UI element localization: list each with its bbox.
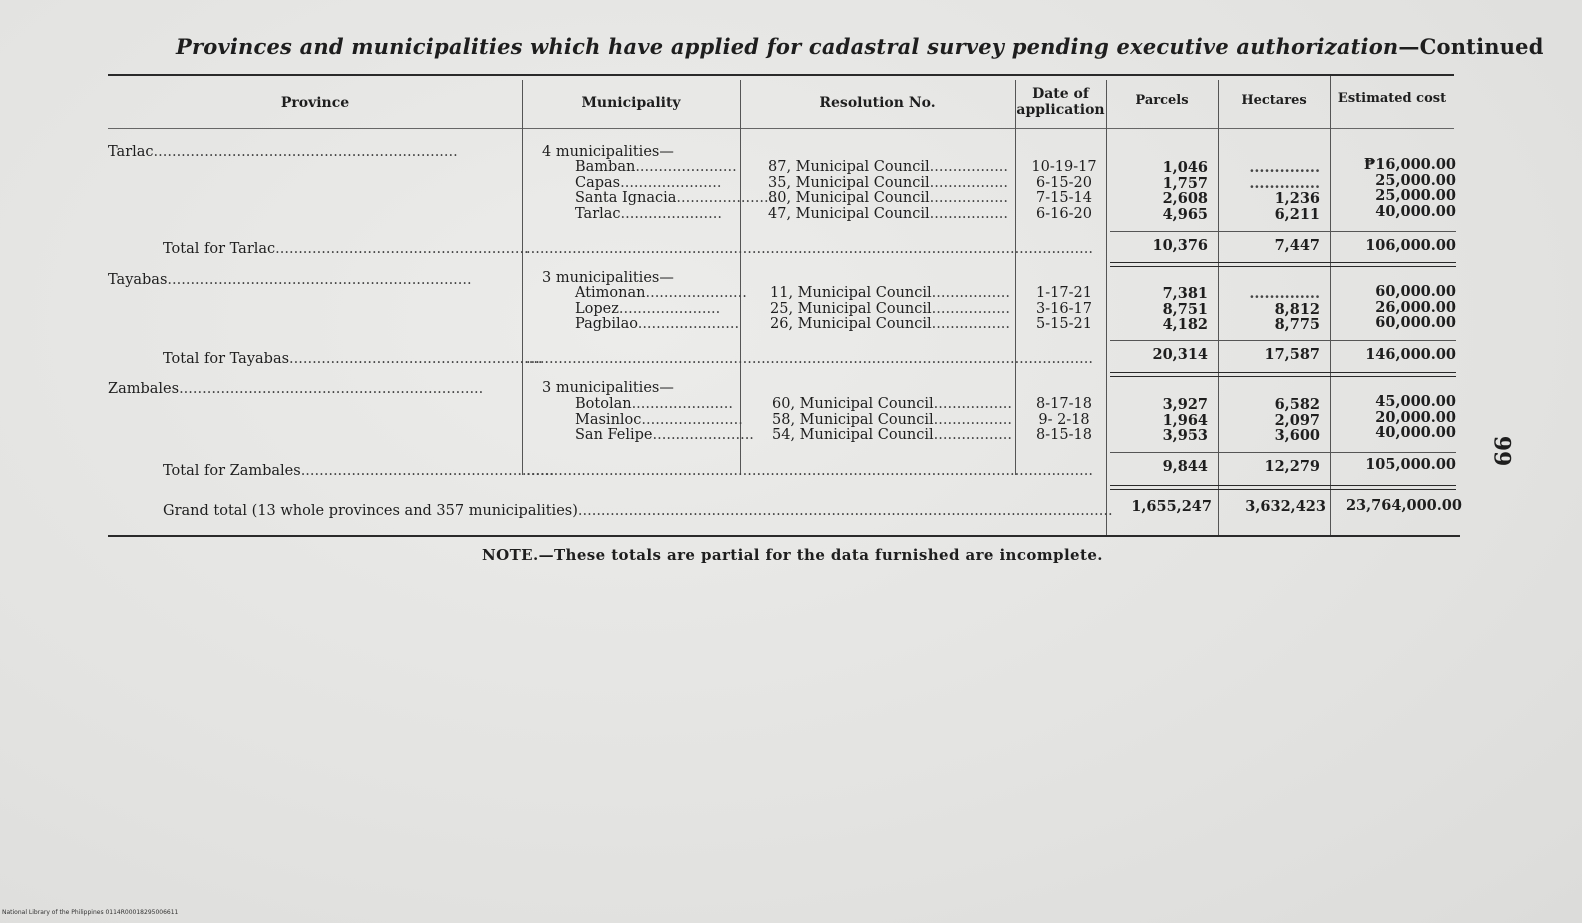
list-item: 47, Municipal Council................. — [768, 205, 1009, 222]
list-item: Pagbilao...................... — [575, 316, 740, 332]
list-item: 60, Municipal Council................. — [772, 396, 1013, 412]
hectares-list: .............. 8,812 8,775 — [1249, 285, 1320, 333]
header-municipality: Municipality — [581, 95, 681, 111]
total-hectares: 12,279 — [1264, 458, 1320, 475]
library-footer: National Library of the Philippines 0114R00018295006611 — [2, 909, 179, 916]
total-cost: 105,000.00 — [1365, 456, 1456, 473]
hectares-list: .............. .............. 1,236 6,211 — [1249, 159, 1320, 223]
list-item: 87, Municipal Council................. — [768, 159, 1009, 175]
col-rule-1 — [522, 80, 523, 475]
header-hectares: Hectares — [1241, 93, 1307, 108]
list-item: Atimonan...................... — [575, 285, 747, 301]
double-rule — [1110, 489, 1456, 490]
grand-total-parcels: 1,655,247 — [1131, 498, 1212, 515]
table-note: NOTE.—These totals are partial for the data furnished are incomplete. — [482, 546, 1103, 564]
list-item: Capas...................... — [575, 174, 722, 191]
date-list: 1-17-21 3-16-17 5-15-21 — [1036, 285, 1092, 332]
list-item: Santa Ignacia...................... — [575, 190, 778, 206]
table-bottom-rule — [108, 535, 1460, 537]
municipality-list — [575, 285, 747, 333]
page-title — [176, 34, 1544, 59]
parcels-list: 3,927 1,964 3,953 — [1162, 396, 1208, 444]
subtotal-rule — [1110, 452, 1456, 453]
header-parcels: Parcels — [1135, 93, 1189, 108]
list-item: Masinloc...................... — [575, 411, 743, 428]
total-parcels: 20,314 — [1152, 346, 1208, 363]
total-hectares: 17,587 — [1264, 346, 1320, 363]
resolution-list — [772, 397, 1012, 444]
leader-dots: ........................................................................................................................... — [526, 351, 1093, 367]
header-date-line2: application — [1016, 102, 1105, 118]
grand-total-cost: 23,764,000.00 — [1345, 497, 1462, 514]
list-item: Lopez...................... — [575, 300, 721, 317]
hectares-list: 6,582 2,097 3,600 — [1274, 396, 1320, 444]
header-resolution: Resolution No. — [819, 95, 936, 111]
col-rule-4 — [1106, 80, 1107, 535]
province-name: Zambales.................................................................. — [108, 381, 484, 397]
cost-list: 60,000.00 26,000.00 60,000.00 — [1375, 283, 1456, 331]
parcels-list: 7,381 8,751 4,182 — [1162, 285, 1208, 333]
cost-list: ₱16,000.00 25,000.00 25,000.00 40,000.00 — [1363, 156, 1456, 220]
double-rule — [1110, 485, 1456, 486]
list-item: San Felipe...................... — [575, 427, 754, 443]
municipality-intro: 4 municipalities— — [542, 144, 674, 160]
province-name: Tayabas.................................................................. — [108, 272, 472, 288]
page-number: 99 — [1488, 435, 1515, 467]
municipality-intro: 3 municipalities— — [542, 380, 674, 396]
col-rule-3 — [1015, 80, 1016, 475]
total-cost: 146,000.00 — [1365, 346, 1456, 363]
leader-dots: ........................................................................................................................... — [526, 241, 1093, 257]
resolution-list — [770, 286, 1012, 333]
list-item: 80, Municipal Council................. — [768, 190, 1009, 206]
double-rule — [1110, 376, 1456, 377]
grand-total-hectares: 3,632,423 — [1245, 498, 1326, 515]
list-item: Tarlac...................... — [575, 205, 722, 222]
list-item: 35, Municipal Council................. — [768, 174, 1009, 191]
date-list: 8-17-18 9- 2-18 8-15-18 — [1036, 396, 1092, 443]
total-parcels: 10,376 — [1152, 237, 1208, 254]
total-parcels: 9,844 — [1162, 458, 1208, 475]
total-hectares: 7,447 — [1274, 237, 1320, 254]
province-name: Tarlac.................................................................. — [108, 144, 458, 160]
double-rule — [1110, 262, 1456, 263]
col-rule-6 — [1330, 76, 1331, 535]
municipality-list — [575, 159, 778, 222]
list-item: 11, Municipal Council................. — [770, 285, 1011, 301]
municipality-list — [575, 396, 754, 444]
list-item: 54, Municipal Council................. — [772, 427, 1013, 443]
title-continued: —Continued — [1398, 34, 1544, 59]
parcels-list: 1,046 1,757 2,608 4,965 — [1162, 159, 1208, 223]
table-top-rule — [108, 74, 1454, 76]
grand-total-label: Grand total (13 whole provinces and 357 municipalities).................................................................................................................... — [163, 503, 1113, 519]
total-label: Total for Zambales....................................................... — [163, 463, 555, 479]
list-item: Botolan...................... — [575, 396, 733, 412]
cost-list: 45,000.00 20,000.00 40,000.00 — [1375, 393, 1456, 441]
municipality-intro: 3 municipalities— — [542, 270, 674, 286]
leader-dots: ........................................................................................................................... — [526, 463, 1093, 479]
col-rule-5 — [1218, 80, 1219, 535]
resolution-list — [768, 160, 1012, 222]
title-text: Provinces and municipalities which have applied for cadastral survey pending executive authorization — [176, 34, 1399, 59]
header-bottom-rule — [108, 128, 1454, 129]
list-item: 58, Municipal Council................. — [772, 411, 1013, 428]
list-item: Bamban...................... — [575, 159, 737, 175]
header-estimated-cost: Estimated cost — [1337, 91, 1447, 106]
subtotal-rule — [1110, 340, 1456, 341]
total-label: Total for Tayabas....................................................... — [163, 351, 543, 367]
double-rule — [1110, 372, 1456, 373]
header-province: Province — [280, 95, 350, 111]
total-label: Total for Tarlac....................................................... — [163, 241, 529, 257]
list-item: 25, Municipal Council................. — [770, 300, 1011, 317]
total-cost: 106,000.00 — [1365, 237, 1456, 254]
header-date-line1: Date of — [1032, 86, 1089, 102]
list-item: 26, Municipal Council................. — [770, 316, 1011, 332]
subtotal-rule — [1110, 231, 1456, 232]
date-list: 10-19-17 6-15-20 7-15-14 6-16-20 — [1031, 159, 1097, 222]
double-rule — [1110, 266, 1456, 267]
